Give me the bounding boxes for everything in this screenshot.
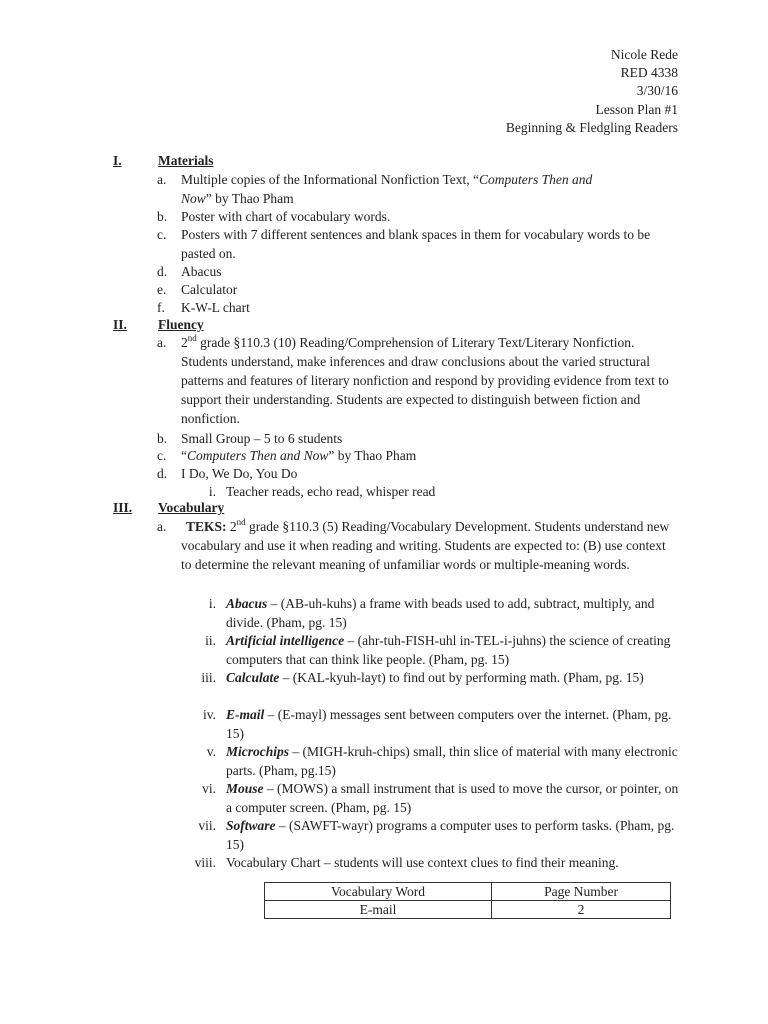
document-header	[506, 46, 678, 137]
sub-list-item: i. Teacher reads, echo read, whisper read	[208, 484, 436, 499]
section-title: Materials	[158, 153, 214, 168]
sub-list-item: viii. Vocabulary Chart – students will use context clues to find their meaning.	[194, 855, 619, 870]
list-item: c. Posters with 7 different sentences and blank spaces in them for vocabulary words to be pasted on.	[157, 227, 651, 261]
table-row	[265, 901, 671, 919]
vocabulary-term: E-mail	[226, 707, 265, 722]
vocabulary-term: Abacus	[226, 596, 268, 611]
section-title: Vocabulary	[158, 500, 225, 515]
plan-number: Lesson Plan #1	[595, 101, 678, 117]
table-cell: E-mail	[265, 901, 492, 919]
section-number: III.	[113, 500, 133, 515]
vocabulary-term-item: v. Microchips – (MIGH-kruh-chips) small, thin slice of material with many electronic parts. (Pham, pg.15)	[206, 744, 678, 778]
vocabulary-term: Microchips	[226, 744, 290, 759]
course-code: RED 4338	[620, 65, 678, 81]
plan-topic: Beginning & Fledgling Readers	[505, 119, 678, 135]
vocabulary-term-item: ii. Artificial intelligence – (ahr-tuh-FISH-uhl in-TEL-i-juhns) the science of creating computers that can think like people. (Pham, pg. 15)	[205, 633, 671, 667]
document-date: 3/30/16	[636, 83, 678, 99]
list-item: c. “Computers Then and Now” by Thao Pham	[157, 448, 417, 463]
author-name: Nicole Rede	[610, 47, 678, 62]
vocabulary-term-item: vi. Mouse – (MOWS) a small instrument that is used to move the cursor, or pointer, on a computer screen. (Pham, pg. 15)	[202, 781, 679, 815]
vocabulary-term-item: iv. E-mail – (E-mayl) messages sent between computers over the internet. (Pham, pg. 15)	[203, 707, 672, 741]
vocabulary-definition: – (MOWS) a small instrument that is used to move the cursor, or pointer, on a computer screen. (Pham, pg. 15)	[226, 781, 679, 815]
vocabulary-definition: – (KAL-kyuh-layt) to find out by performing math. (Pham, pg. 15)	[279, 670, 644, 685]
section-heading-vocabulary	[113, 500, 224, 516]
vocabulary-definition: – (E-mayl) messages sent between computers over the internet. (Pham, pg. 15)	[226, 707, 672, 741]
list-item: b. Poster with chart of vocabulary words.	[157, 209, 391, 224]
section-number: I.	[113, 153, 122, 168]
list-item: a. 2nd grade §110.3 (10) Reading/Comprehension of Literary Text/Literary Nonfiction. Students understand, make inferences and draw conclusions about the varied structural patterns and features of literary nonfiction and respond by providing evidence from text to support their understanding. Students are expected to distinguish between fiction and nonfiction.	[157, 332, 669, 426]
section-heading-materials	[113, 153, 213, 169]
section-number: II.	[113, 317, 127, 332]
vocabulary-term: Artificial intelligence	[226, 633, 345, 648]
vocabulary-definition: – (ahr-tuh-FISH-uhl in-TEL-i-juhns) the science of creating computers that can think like people. (Pham, pg. 15)	[226, 633, 671, 667]
section-title: Fluency	[158, 317, 204, 332]
list-item: a. TEKS: 2nd grade §110.3 (5) Reading/Vocabulary Development. Students understand new vocabulary and use it when reading and writing. Students are expected to: (B) use context to determine the relevant meaning of unfamiliar words or multiple-meaning words.	[157, 516, 670, 572]
vocabulary-term: Software	[226, 818, 276, 833]
table-cell: 2	[492, 901, 671, 919]
vocabulary-term-item: vii. Software – (SAWFT-wayr) programs a computer uses to perform tasks. (Pham, pg. 15)	[198, 818, 675, 852]
list-item: a. Multiple copies of the Informational Nonfiction Text, “Computers Then and Now” by Thao Pham	[157, 172, 593, 206]
vocabulary-term: Mouse	[226, 781, 264, 796]
vocabulary-term-item: i. Abacus – (AB-uh-kuhs) a frame with beads used to add, subtract, multiply, and divide. (Pham, pg. 15)	[208, 596, 655, 630]
list-item: b. Small Group – 5 to 6 students	[157, 431, 343, 446]
column-header: Vocabulary Word	[265, 883, 492, 901]
list-item: e. Calculator	[157, 282, 238, 297]
column-header: Page Number	[492, 883, 671, 901]
vocabulary-definition: – (SAWFT-wayr) programs a computer uses to perform tasks. (Pham, pg. 15)	[226, 818, 675, 852]
section-heading-fluency	[113, 317, 204, 333]
vocabulary-term: Calculate	[226, 670, 280, 685]
vocabulary-term-item: iii. Calculate – (KAL-kyuh-layt) to find out by performing math. (Pham, pg. 15)	[201, 670, 644, 685]
table-header-row	[265, 883, 671, 901]
vocabulary-table	[264, 882, 671, 919]
list-item: d. I Do, We Do, You Do	[157, 466, 298, 481]
vocabulary-definition: – (AB-uh-kuhs) a frame with beads used to add, subtract, multiply, and divide. (Pham, pg. 15)	[226, 596, 655, 630]
vocabulary-definition: – (MIGH-kruh-chips) small, thin slice of material with many electronic parts. (Pham, pg.15)	[226, 744, 678, 778]
list-item: d. Abacus	[157, 264, 222, 279]
list-item: f. K-W-L chart	[157, 300, 250, 315]
